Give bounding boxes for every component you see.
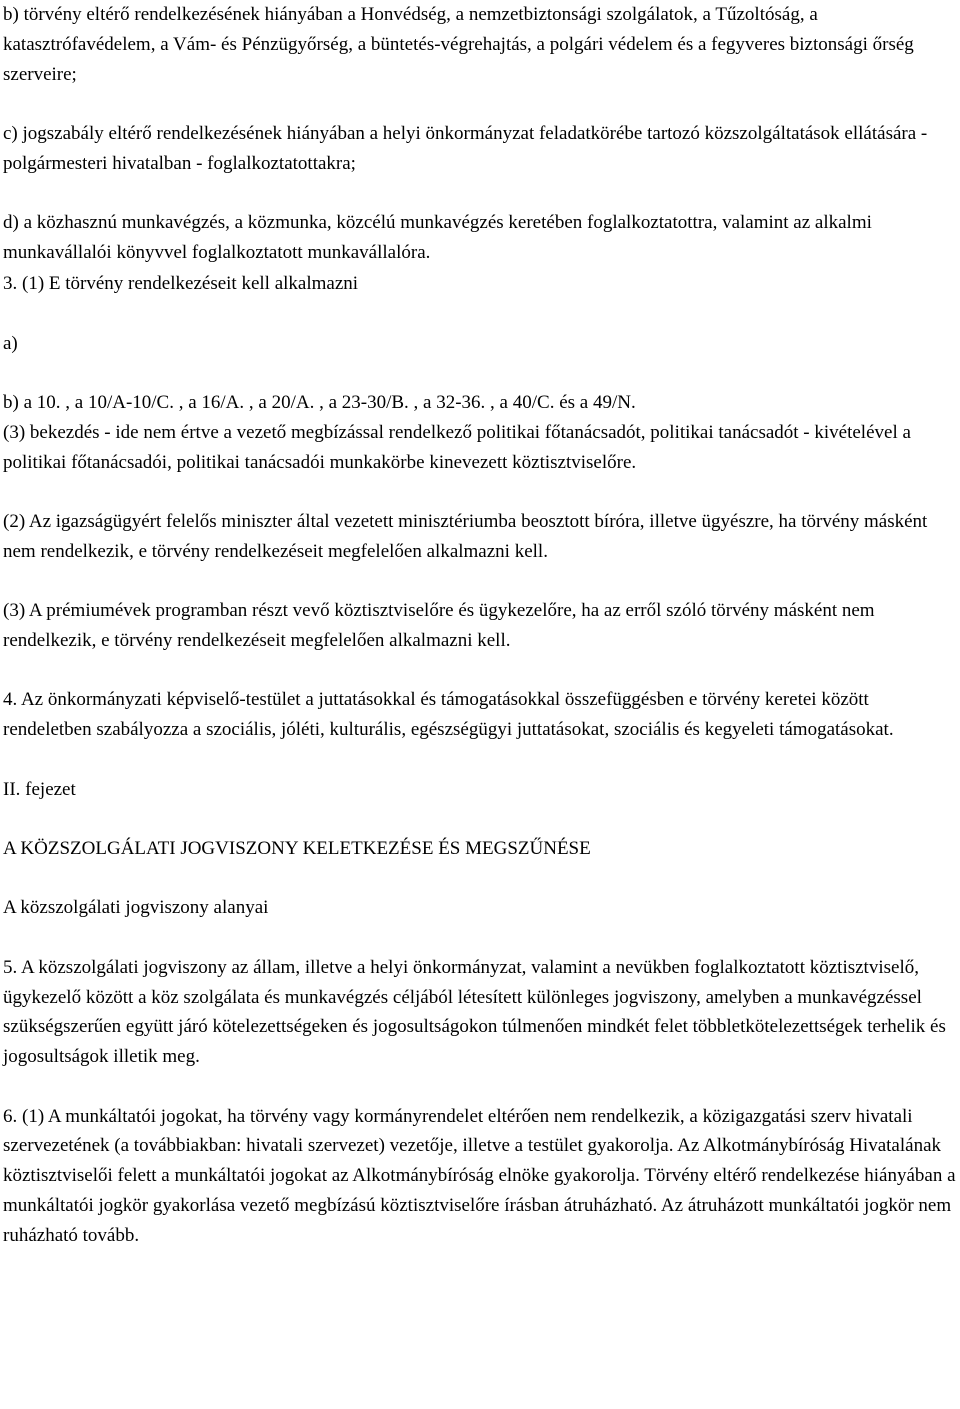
chapter-heading: II. fejezet [3, 778, 76, 800]
paragraph-c-local-government: c) jogszabály eltérő rendelkezésének hiányában a helyi önkormányzat feladatkörébe tartozó közszolgáltatások ellátására - polgármesteri hivatalban - foglalkoztatottakra; [3, 122, 928, 174]
paragraph-b-armed-services: b) törvény eltérő rendelkezésének hiányában a Honvédség, a nemzetbiztonsági szolgálatok, a Tűzoltóság, a katasztrófavédelem, a Vám- és Pénzügyőrség, a büntetés-végrehajtás, a polgári védelem és a fegyveres biztonsági őrség szerveire; [3, 4, 914, 85]
chapter-title: A KÖZSZOLGÁLATI JOGVISZONY KELETKEZÉSE ÉS MEGSZŰNÉSE [3, 837, 591, 859]
subsection-title: A közszolgálati jogviszony alanyai [3, 897, 269, 919]
point-a: a) [3, 332, 18, 354]
paragraph-political-advisers: (3) bekezdés - ide nem értve a vezető megbízással rendelkező politikai főtanácsadót, politikai tanácsadót - kivételével a politikai főtanácsadói, politikai tanácsadói munkakörbe kinevezett köztisztviselőre. [3, 421, 911, 473]
document-page [3, 0, 960, 1251]
paragraph-3-premium-years: (3) A prémiumévek programban részt vevő köztisztviselőre és ügykezelőre, ha az erről szóló törvény másként nem rendelkezik, e törvény rendelkezéseit megfelelően alkalmazni kell. [3, 600, 875, 652]
section-3-heading: 3. (1) E törvény rendelkezéseit kell alkalmazni [3, 273, 359, 295]
section-5-public-service-relationship: 5. A közszolgálati jogviszony az állam, illetve a helyi önkormányzat, valamint a nevükben foglalkoztatott köztisztviselő, ügykezelő között a köz szolgálata és munkavégzés céljából létesített különleges jogviszony, amelyben a munkavégzéssel szükségszerűen együtt járó kötelezettségeken és jogosultságokon túlmenően mindkét felet többletkötelezettségek terhelik és jogosultságok illetik meg. [3, 956, 946, 1068]
section-4-local-council: 4. Az önkormányzati képviselő-testület a juttatásokkal és támogatásokkal összefüggésben e törvény keretei között rendeletben szabályozza a szociális, jóléti, kulturális, egészségügyi juttatásokat, szociális és kegyeleti támogatásokat. [3, 689, 894, 741]
paragraph-d-public-work: d) a közhasznú munkavégzés, a közmunka, közcélú munkavégzés keretében foglalkoztatottra, valamint az alkalmi munkavállalói könyvvel foglalkoztatott munkavállalóra. [3, 212, 872, 263]
point-b-references: b) a 10. , a 10/A-10/C. , a 16/A. , a 20/A. , a 23-30/B. , a 32-36. , a 40/C. és a 49/N. [3, 392, 636, 414]
section-6-employer-rights: 6. (1) A munkáltatói jogokat, ha törvény vagy kormányrendelet eltérően nem rendelkezik, a közigazgatási szerv hivatali szervezetének (a továbbiakban: hivatali szervezet) vezetője, illetve a testület gyakorolja. Az Alkotmánybíróság Hivatalának köztisztviselői felett a munkáltatói jogokat az Alkotmánybíróság elnöke gyakorolja. Törvény eltérő rendelkezése hiányában a munkáltatói jogkör gyakorlása vezető megbízású köztisztviselőre írásban átruházható. Az átruházott munkáltatói jogkör nem ruházható tovább. [3, 1105, 956, 1246]
paragraph-2-judges-prosecutors: (2) Az igazságügyért felelős miniszter által vezetett minisztériumba beosztott bíróra, illetve ügyészre, ha törvény másként nem rendelkezik, e törvény rendelkezéseit megfelelően alkalmazni kell. [3, 511, 928, 562]
